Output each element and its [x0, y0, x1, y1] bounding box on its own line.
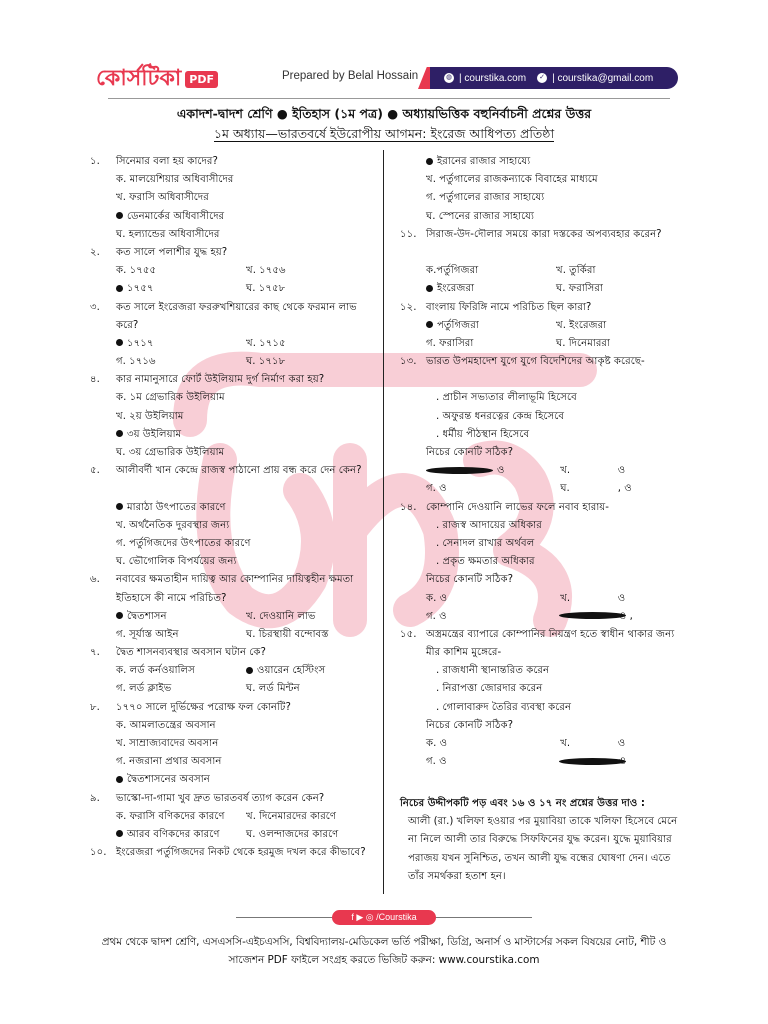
option-text: ঘ. [560, 483, 570, 495]
statement [400, 535, 682, 553]
option-text: ও [618, 610, 627, 622]
option-text: গ. ১৭১৬ [116, 356, 156, 368]
answer-option[interactable] [116, 280, 246, 298]
page-title: একাদশ-দ্বাদশ শ্রেণি ● ইতিহাস (১ম পত্র) ● অধ্যায়ভিত্তিক বহুনির্বাচনী প্রশ্নের উত্তর [176, 106, 592, 121]
option-text: ক. ১ম গ্রেভারিক উইলিয়াম [116, 392, 225, 404]
question-number: ৩. [90, 301, 100, 313]
option-text: ওয়ারেন হেস্টিংস [257, 665, 326, 677]
statement-text: . রাজধানী স্থানান্তরিত করেন [436, 665, 550, 677]
option-pair [90, 262, 378, 280]
answer-option[interactable] [246, 662, 325, 680]
logo-pdf-badge: PDF [185, 71, 218, 88]
answer-option[interactable] [90, 535, 378, 553]
statement [400, 662, 682, 680]
option-text: খ. [560, 592, 571, 604]
option-text: খ. দেওয়ানি লাভ [246, 610, 316, 622]
question-number: ২. [90, 246, 100, 258]
option-pair [400, 480, 682, 498]
option-pair [400, 608, 682, 626]
question-number: ৬. [90, 574, 100, 586]
option-text: ঘ. দিনেমাররা [556, 337, 610, 349]
option-conjunction [619, 608, 682, 626]
answer-option[interactable] [90, 389, 378, 407]
question-number: ৫. [90, 465, 100, 477]
option-text: ইংরেজরা [437, 283, 475, 295]
answer-marker [559, 756, 627, 768]
answer-option[interactable] [116, 262, 246, 280]
option-text: খ. ১৭৫৬ [246, 265, 286, 277]
question [90, 571, 378, 607]
statement-text: . ধর্মীয় পীঠস্থান হিসেবে [436, 428, 530, 440]
option-text: খ. তুর্কিরা [556, 265, 596, 277]
option-text: গ. নজরানা প্রথার অবসান [116, 756, 222, 768]
question [90, 644, 378, 662]
option-text: খ. ২য় উইলিয়াম [116, 410, 184, 422]
answer-option[interactable] [560, 480, 618, 498]
option-conjunction [618, 735, 682, 753]
answer-option[interactable] [400, 189, 682, 207]
option-text: নিচের কোনটি সঠিক? [426, 574, 514, 586]
option-text: গ. পর্তুগিজদের উৎপাতের কারণে [116, 537, 251, 549]
option-text: ঘ. স্পেনের রাজার সাহায্যে [426, 210, 534, 222]
answer-marker [426, 321, 433, 328]
answer-option[interactable] [116, 608, 246, 626]
question [90, 371, 378, 389]
option-conjunction [618, 480, 682, 498]
option-text: , ও [617, 483, 632, 495]
answer-option[interactable] [90, 226, 378, 244]
option-text: খ. ১৭১৫ [246, 337, 286, 349]
statement-text: . প্রকৃত ক্ষমতার অধিকার [436, 556, 535, 568]
answer-option[interactable] [400, 153, 682, 171]
option-text: দ্বৈতশাসন [127, 610, 167, 622]
question-text: কত সালে পলাশীর যুদ্ধ হয়? [116, 246, 228, 258]
answer-marker [246, 667, 253, 674]
option-pair [90, 626, 378, 644]
option-pair [400, 280, 682, 298]
stimulus-text: আলী (রা.) খলিফা হওয়ার পর মুয়াবিয়া তাকে খলিফা হিসেবে মেনে না নিলে আলী তার বিরুদ্ধে সিফফিনের যুদ্ধ করেন। যুদ্ধে মুয়াবিয়ার পরাজয় যখন সুনিশ্চিত, তখন আলী যুদ্ধ বন্ধের ঘোষণা দেন। এতে তাঁর সমর্থকরা হতাশ হন। [408, 816, 678, 882]
right-column [400, 153, 682, 771]
contact-bar [430, 67, 678, 89]
question-number: ১৫. [400, 628, 417, 640]
answer-option[interactable] [426, 262, 556, 280]
page-header [0, 58, 768, 102]
chapter-title [0, 126, 768, 146]
option-text: গ. ও [426, 756, 447, 768]
chapter-title-text: ১ম অধ্যায়—ভারতবর্ষে ইউরোপীয় আগমন: ইংরেজ আধিপত্য প্রতিষ্ঠা [213, 126, 555, 141]
question [400, 353, 682, 389]
option-text: ঘ. লর্ড মিন্টন [246, 683, 300, 695]
question [90, 844, 378, 880]
option-pair [90, 280, 378, 298]
answer-option[interactable] [90, 189, 378, 207]
footer-text [40, 933, 728, 969]
option-text: আরব বণিকদের কারণে [127, 828, 220, 840]
option-text: ১৭৫৭ [127, 283, 154, 295]
option-text: ঘ. ওলন্দাজদের কারণে [246, 828, 339, 840]
question-number: ১. [90, 156, 100, 167]
option-text: নিচের কোনটি সঠিক? [426, 719, 514, 731]
answer-option[interactable] [426, 590, 560, 608]
question-number: ১১. [400, 228, 417, 240]
option-text: ঘ. ১৭৫৮ [246, 283, 286, 295]
option-text: পর্তুগিজরা [437, 319, 479, 331]
statement [400, 699, 682, 717]
question-text: বাংলায় ফিরিঙ্গি নামে পরিচিত ছিল কারা? [426, 301, 592, 313]
answer-option[interactable] [116, 826, 246, 844]
answer-option[interactable] [90, 517, 378, 535]
option-text: ও [617, 465, 626, 477]
question [90, 699, 378, 717]
option-text: খ. সাম্রাজ্যবাদের অবসান [116, 738, 219, 750]
statement [400, 389, 682, 407]
option-pair [400, 735, 682, 753]
answer-option[interactable] [90, 171, 378, 189]
brand-logo [96, 62, 218, 96]
answer-option[interactable] [426, 335, 556, 353]
answer-option[interactable] [246, 680, 300, 698]
question-number: ১০. [90, 847, 107, 859]
option-text: ঘ. চিরস্থায়ী বন্দোবস্ত [246, 628, 329, 640]
option-text: মারাঠা উৎপাতের কারণে [127, 501, 226, 513]
question-text: ভারত উপমহাদেশ যুগে যুগে বিদেশিদের আকৃষ্ট করেছে- [426, 356, 645, 368]
statement [400, 680, 682, 698]
statement [400, 426, 682, 444]
answer-option[interactable] [90, 444, 378, 462]
question-text: কত সালে ইংরেজরা ফররুখশিয়ারের কাছ থেকে ফরমান লাভ করে? [116, 301, 357, 331]
option-text: খ. [560, 465, 571, 477]
answer-option[interactable] [90, 208, 378, 226]
question [90, 153, 378, 171]
option-text: ক. ১৭৫৫ [116, 265, 157, 277]
answer-marker [116, 285, 123, 292]
option-pair [90, 826, 378, 844]
statement-text: . নিরাপত্তা জোরদার করেন [436, 683, 543, 695]
option-text: খ. ফরাসি অধিবাসীদের [116, 192, 209, 204]
option-text: ঘ. ফরাসিরা [556, 283, 603, 295]
statement-text: . অফুরন্ত ধনরত্নের কেন্দ্র হিসেবে [436, 410, 565, 422]
social-badge [332, 910, 436, 925]
option-text: খ. [560, 738, 571, 750]
social-handle: /Courstika [376, 912, 417, 922]
statement-text: . সেনাদল রাখার অর্থবল [436, 537, 535, 549]
option-pair [90, 680, 378, 698]
option-text: , [629, 610, 633, 622]
answer-option[interactable] [90, 408, 378, 426]
option-text: গ. পর্তুগালের রাজার সাহায্যে [426, 192, 545, 204]
option-text: ঘ. ভৌগোলিক বিপর্যয়ের জন্য [116, 556, 237, 568]
statement [400, 517, 682, 535]
question-text: অস্ত্রমন্ত্রের ব্যাপারে কোম্পানির নিয়ন্ত্রণ হতে স্বাধীন থাকার জন্য মীর কাশিম মুঙ্গেরে- [426, 628, 675, 659]
question-number: ৯. [90, 792, 100, 804]
answer-option[interactable] [246, 608, 315, 626]
answer-option[interactable] [90, 499, 378, 517]
option-conjunction [618, 590, 682, 608]
answer-option[interactable] [90, 426, 378, 444]
question [400, 299, 682, 317]
answer-option[interactable] [246, 262, 286, 280]
answer-marker [116, 612, 123, 619]
globe-icon: ◍ [445, 74, 453, 81]
stimulus-label: নিচের উদ্দীপকটি পড় এবং ১৬ ও ১৭ নং প্রশ্নের উত্তর দাও : [400, 798, 645, 809]
question-number: ১৩. [400, 356, 417, 368]
option-text: ঘ. হল্যান্ডের অধিবাসীদের [116, 228, 220, 240]
email-link[interactable]: | courstika@gmail.com [552, 72, 654, 84]
question-text: নবাবের ক্ষমতাহীন দায়িত্ব আর কোম্পানির দায়িত্বহীন ক্ষমতা ইতিহাসে কী নামে পরিচিত? [116, 574, 354, 604]
answer-option[interactable] [246, 626, 329, 644]
option-pair [90, 808, 378, 826]
question-text: সিনেমার বলা হয় কাদের? [116, 156, 218, 167]
option-text: দ্বৈতশাসনের অবসান [127, 774, 210, 786]
answer-option[interactable] [90, 771, 378, 789]
check-badge-icon: ✓ [537, 73, 547, 83]
logo-text: কোর্সটিকা [96, 64, 182, 91]
answer-option[interactable] [116, 335, 246, 353]
option-text: ঘ. ১৭১৮ [246, 356, 286, 368]
option-pair [90, 353, 378, 371]
question [90, 244, 378, 262]
option-text: ক. মালয়েশিয়ার অধিবাসীদের [116, 174, 234, 186]
question [90, 299, 378, 335]
option-text: ক. ও [426, 592, 448, 604]
footer-line-1: প্রথম থেকে দ্বাদশ শ্রেণি, এসএসসি-এইচএসসি, বিশ্ববিদ্যালয়-মেডিকেল ভর্তি পরীক্ষা, ডিগ্রি, অনার্স ও মাস্টার্সের সকল বিষয়ের নোট, শীট ও [101, 936, 667, 948]
answer-option[interactable] [116, 808, 246, 826]
question-text: ইংরেজরা পর্তুগিজদের নিকট থেকে হরমুজ দখল করে কীভাবে? [116, 847, 366, 859]
statement-text: . প্রাচীন সভ্যতার লীলাভূমি হিসেবে [436, 392, 577, 404]
answer-option[interactable] [116, 626, 246, 644]
left-column [90, 153, 378, 881]
question [400, 626, 682, 662]
statement [400, 553, 682, 571]
option-text: ডেনমার্কের অধিবাসীদের [127, 210, 225, 222]
answer-option[interactable] [426, 753, 559, 771]
header-rule [108, 98, 670, 99]
option-text: ক. ও [426, 738, 448, 750]
option-text: খ. দিনেমারদের কারণে [246, 810, 337, 822]
question-text: কোম্পানি দেওয়ানি লাভের ফলে নবাব হারায়- [426, 501, 609, 513]
option-pair [400, 262, 682, 280]
website-link[interactable]: | courstika.com [459, 72, 527, 84]
answer-option[interactable] [426, 480, 560, 498]
option-text: খ. অর্থনৈতিক দুরবস্থার জন্য [116, 519, 230, 531]
question-number: ১৪. [400, 501, 417, 513]
option-text: ও [618, 756, 627, 768]
answer-option[interactable] [116, 662, 246, 680]
answer-marker [116, 212, 123, 219]
answer-marker [426, 158, 433, 165]
option-text: ক.পর্তুগিজরা [426, 265, 479, 277]
option-text: ও [617, 738, 626, 750]
option-pair [400, 317, 682, 335]
answer-option[interactable] [400, 171, 682, 189]
question [400, 499, 682, 517]
option-text: গ. ও [426, 483, 447, 495]
social-icons: f ▶ ◎ [351, 912, 377, 922]
option-pair [400, 462, 682, 480]
option-pair [90, 335, 378, 353]
question-text: ভাস্কো-দা-গামা খুব দ্রুত ভারতবর্ষ ত্যাগ করেন কেন? [116, 792, 325, 804]
option-text: ৩য় উইলিয়াম [127, 428, 182, 440]
statement-text: . রাজস্ব আদায়ের অধিকার [436, 519, 542, 531]
answer-option[interactable] [426, 462, 560, 480]
option-pair [400, 335, 682, 353]
answer-option[interactable] [400, 208, 682, 226]
option-text: গ. সূর্যাস্ত আইন [116, 628, 179, 640]
answer-option[interactable] [116, 680, 246, 698]
answer-option[interactable] [246, 335, 286, 353]
option-pair [400, 753, 682, 771]
answer-option[interactable] [560, 590, 618, 608]
option-text: নিচের কোনটি সঠিক? [426, 447, 514, 459]
option-conjunction [619, 753, 682, 771]
answer-option[interactable] [116, 353, 246, 371]
answer-option[interactable] [400, 717, 682, 735]
answer-option[interactable] [560, 735, 618, 753]
option-text: ও [617, 592, 626, 604]
footer-line-2: সাজেশন PDF ফাইলে সংগ্রহ করতে ভিজিট করুন: www.courstika.com [228, 954, 540, 966]
answer-option[interactable] [90, 717, 378, 735]
answer-option[interactable] [426, 317, 556, 335]
answer-option[interactable] [556, 262, 595, 280]
option-pair [90, 608, 378, 626]
answer-option[interactable] [426, 735, 560, 753]
question-number: ৭. [90, 647, 100, 659]
answer-option[interactable] [90, 753, 378, 771]
question-text: দ্বৈত শাসনব্যবস্থার অবসান ঘটান কে? [116, 647, 266, 659]
answer-option[interactable] [400, 571, 682, 589]
question-text: কার নামানুসারে ফোর্ট উইলিয়াম দুর্গ নির্মাণ করা হয়? [116, 374, 325, 386]
question-text: সিরাজ-উদ-দৌলার সময়ে কারা দস্তকের অপব্যবহার করেন? [426, 228, 662, 240]
question-number: ১২. [400, 301, 417, 313]
option-pair [400, 590, 682, 608]
question-number: ৪. [90, 374, 100, 386]
answer-option[interactable] [560, 462, 618, 480]
question-number: ৮. [90, 701, 100, 713]
answer-option[interactable] [556, 317, 606, 335]
answer-option[interactable] [426, 280, 556, 298]
answer-option[interactable] [556, 280, 603, 298]
answer-option[interactable] [246, 280, 285, 298]
question [400, 226, 682, 262]
option-conjunction [618, 462, 682, 480]
option-text: ক. লর্ড কর্নওয়ালিস [116, 665, 195, 677]
answer-marker [116, 503, 123, 510]
answer-marker [116, 430, 123, 437]
option-text: গ. লর্ড ক্লাইভ [116, 683, 172, 695]
statement-text: . গোলাবারুদ তৈরির ব্যবস্থা করেন [436, 701, 572, 713]
answer-option[interactable] [559, 753, 619, 771]
option-text: ঘ. ৩য় গ্রেভারিক উইলিয়াম [116, 447, 225, 459]
option-pair [90, 662, 378, 680]
answer-option[interactable] [246, 826, 338, 844]
stimulus-passage [400, 795, 682, 886]
answer-marker [426, 467, 493, 474]
question-text: ১৭৭০ সালে দুর্ভিক্ষের পরোক্ষ ফল কোনটি? [116, 701, 291, 713]
answer-marker [559, 612, 626, 619]
option-text: খ. ইংরেজরা [556, 319, 607, 331]
option-text: গ. ফরাসিরা [426, 337, 474, 349]
option-text: গ. ও [426, 610, 447, 622]
prepared-by: Prepared by Belal Hossain [282, 70, 419, 82]
column-divider [383, 150, 384, 894]
option-text: ইরানের রাজার সাহায্যে [437, 156, 531, 167]
answer-marker [116, 776, 123, 783]
answer-option[interactable] [559, 608, 633, 626]
answer-option[interactable] [426, 608, 559, 626]
statement [400, 408, 682, 426]
answer-option[interactable] [246, 808, 336, 826]
option-text: ১৭১৭ [127, 337, 154, 349]
option-text: ক. ফরাসি বণিকদের কারণে [116, 810, 225, 822]
option-text: ও [497, 465, 505, 477]
question [90, 790, 378, 808]
answer-option[interactable] [400, 444, 682, 462]
answer-marker [116, 830, 123, 837]
answer-option[interactable] [90, 553, 378, 571]
answer-marker [116, 339, 123, 346]
question [90, 462, 378, 498]
question-text: আলীবর্দী খান কেন্দ্রে রাজস্ব পাঠানো প্রায় বন্ধ করে দেন কেন? [116, 465, 362, 477]
option-text: ক. আমলাতন্ত্রের অবসান [116, 719, 216, 731]
option-text: খ. পর্তুগালের রাজকন্যাকে বিবাহের মাধ্যমে [426, 174, 598, 186]
answer-option[interactable] [90, 735, 378, 753]
answer-marker [426, 285, 433, 292]
answer-option[interactable] [556, 335, 610, 353]
answer-option[interactable] [246, 353, 285, 371]
